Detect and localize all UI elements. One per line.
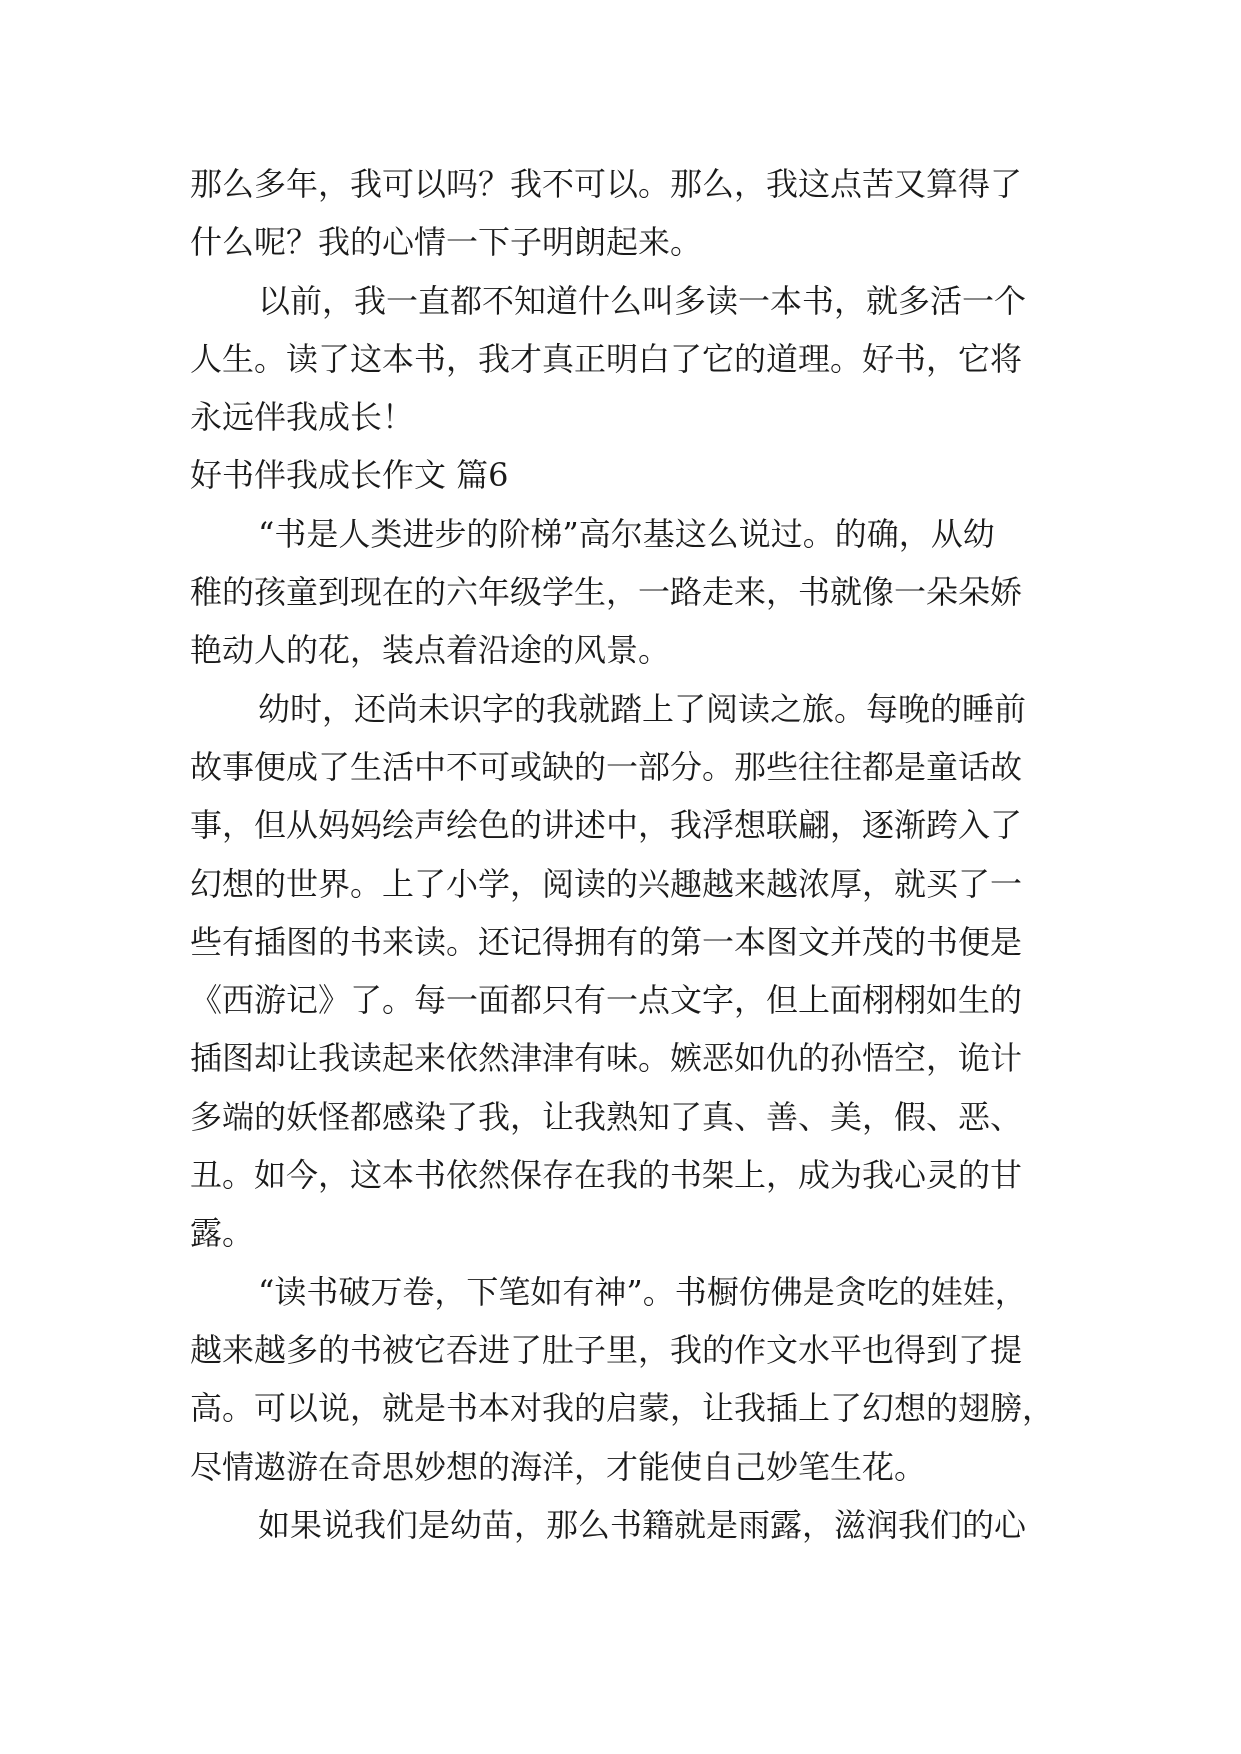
paragraph-line: “读书破万卷，下笔如有神”。书橱仿佛是贪吃的娃娃，: [258, 1272, 1027, 1311]
paragraph-line: 《西游记》了。每一面都只有一点文字，但上面栩栩如生的: [190, 981, 1023, 1020]
paragraph-line: 高。可以说，就是书本对我的启蒙，让我插上了幻想的翅膀，: [190, 1389, 1055, 1428]
paragraph-line: 插图却让我读起来依然津津有味。嫉恶如仇的孙悟空，诡计: [190, 1039, 1023, 1078]
paragraph-line: 稚的孩童到现在的六年级学生，一路走来，书就像一朵朵娇: [190, 573, 1023, 612]
paragraph-line: 尽情遨游在奇思妙想的海洋，才能使自己妙笔生花。: [190, 1447, 927, 1486]
paragraph-line: 越来越多的书被它吞进了肚子里，我的作文水平也得到了提: [190, 1330, 1023, 1369]
paragraph-line: 什么呢？我的心情一下子明朗起来。: [190, 223, 703, 262]
paragraph-line: 故事便成了生活中不可或缺的一部分。那些往往都是童话故: [190, 747, 1023, 786]
article-body: [190, 155, 1070, 1554]
paragraph-line: 露。: [190, 1214, 255, 1253]
paragraph-line: 那么多年，我可以吗？我不可以。那么，我这点苦又算得了: [190, 165, 1023, 203]
paragraph-line: 些有插图的书来读。还记得拥有的第一本图文并茂的书便是: [190, 922, 1023, 961]
paragraph-line: 永远伴我成长！: [190, 398, 415, 437]
paragraph-line: 多端的妖怪都感染了我，让我熟知了真、善、美，假、恶、: [190, 1097, 1023, 1136]
paragraph-line: 事，但从妈妈绘声绘色的讲述中，我浮想联翩，逐渐跨入了: [190, 806, 1023, 845]
paragraph-line: 如果说我们是幼苗，那么书籍就是雨露，滋润我们的心: [258, 1505, 1027, 1544]
paragraph-line: 幻想的世界。上了小学，阅读的兴趣越来越浓厚，就买了一: [190, 864, 1023, 903]
paragraph-line: “书是人类进步的阶梯”高尔基这么说过。的确，从幼: [258, 514, 995, 553]
paragraph-line: 人生。读了这本书，我才真正明白了它的道理。好书，它将: [190, 339, 1023, 378]
paragraph-line: 艳动人的花，装点着沿途的风景。: [190, 631, 671, 670]
paragraph-line: 丑。如今，这本书依然保存在我的书架上，成为我心灵的甘: [190, 1156, 1023, 1195]
paragraph-line: 以前，我一直都不知道什么叫多读一本书，就多活一个: [258, 281, 1027, 320]
section-heading: 好书伴我成长作文 篇6: [190, 456, 509, 495]
paragraph-line: 幼时，还尚未识字的我就踏上了阅读之旅。每晚的睡前: [258, 689, 1027, 728]
